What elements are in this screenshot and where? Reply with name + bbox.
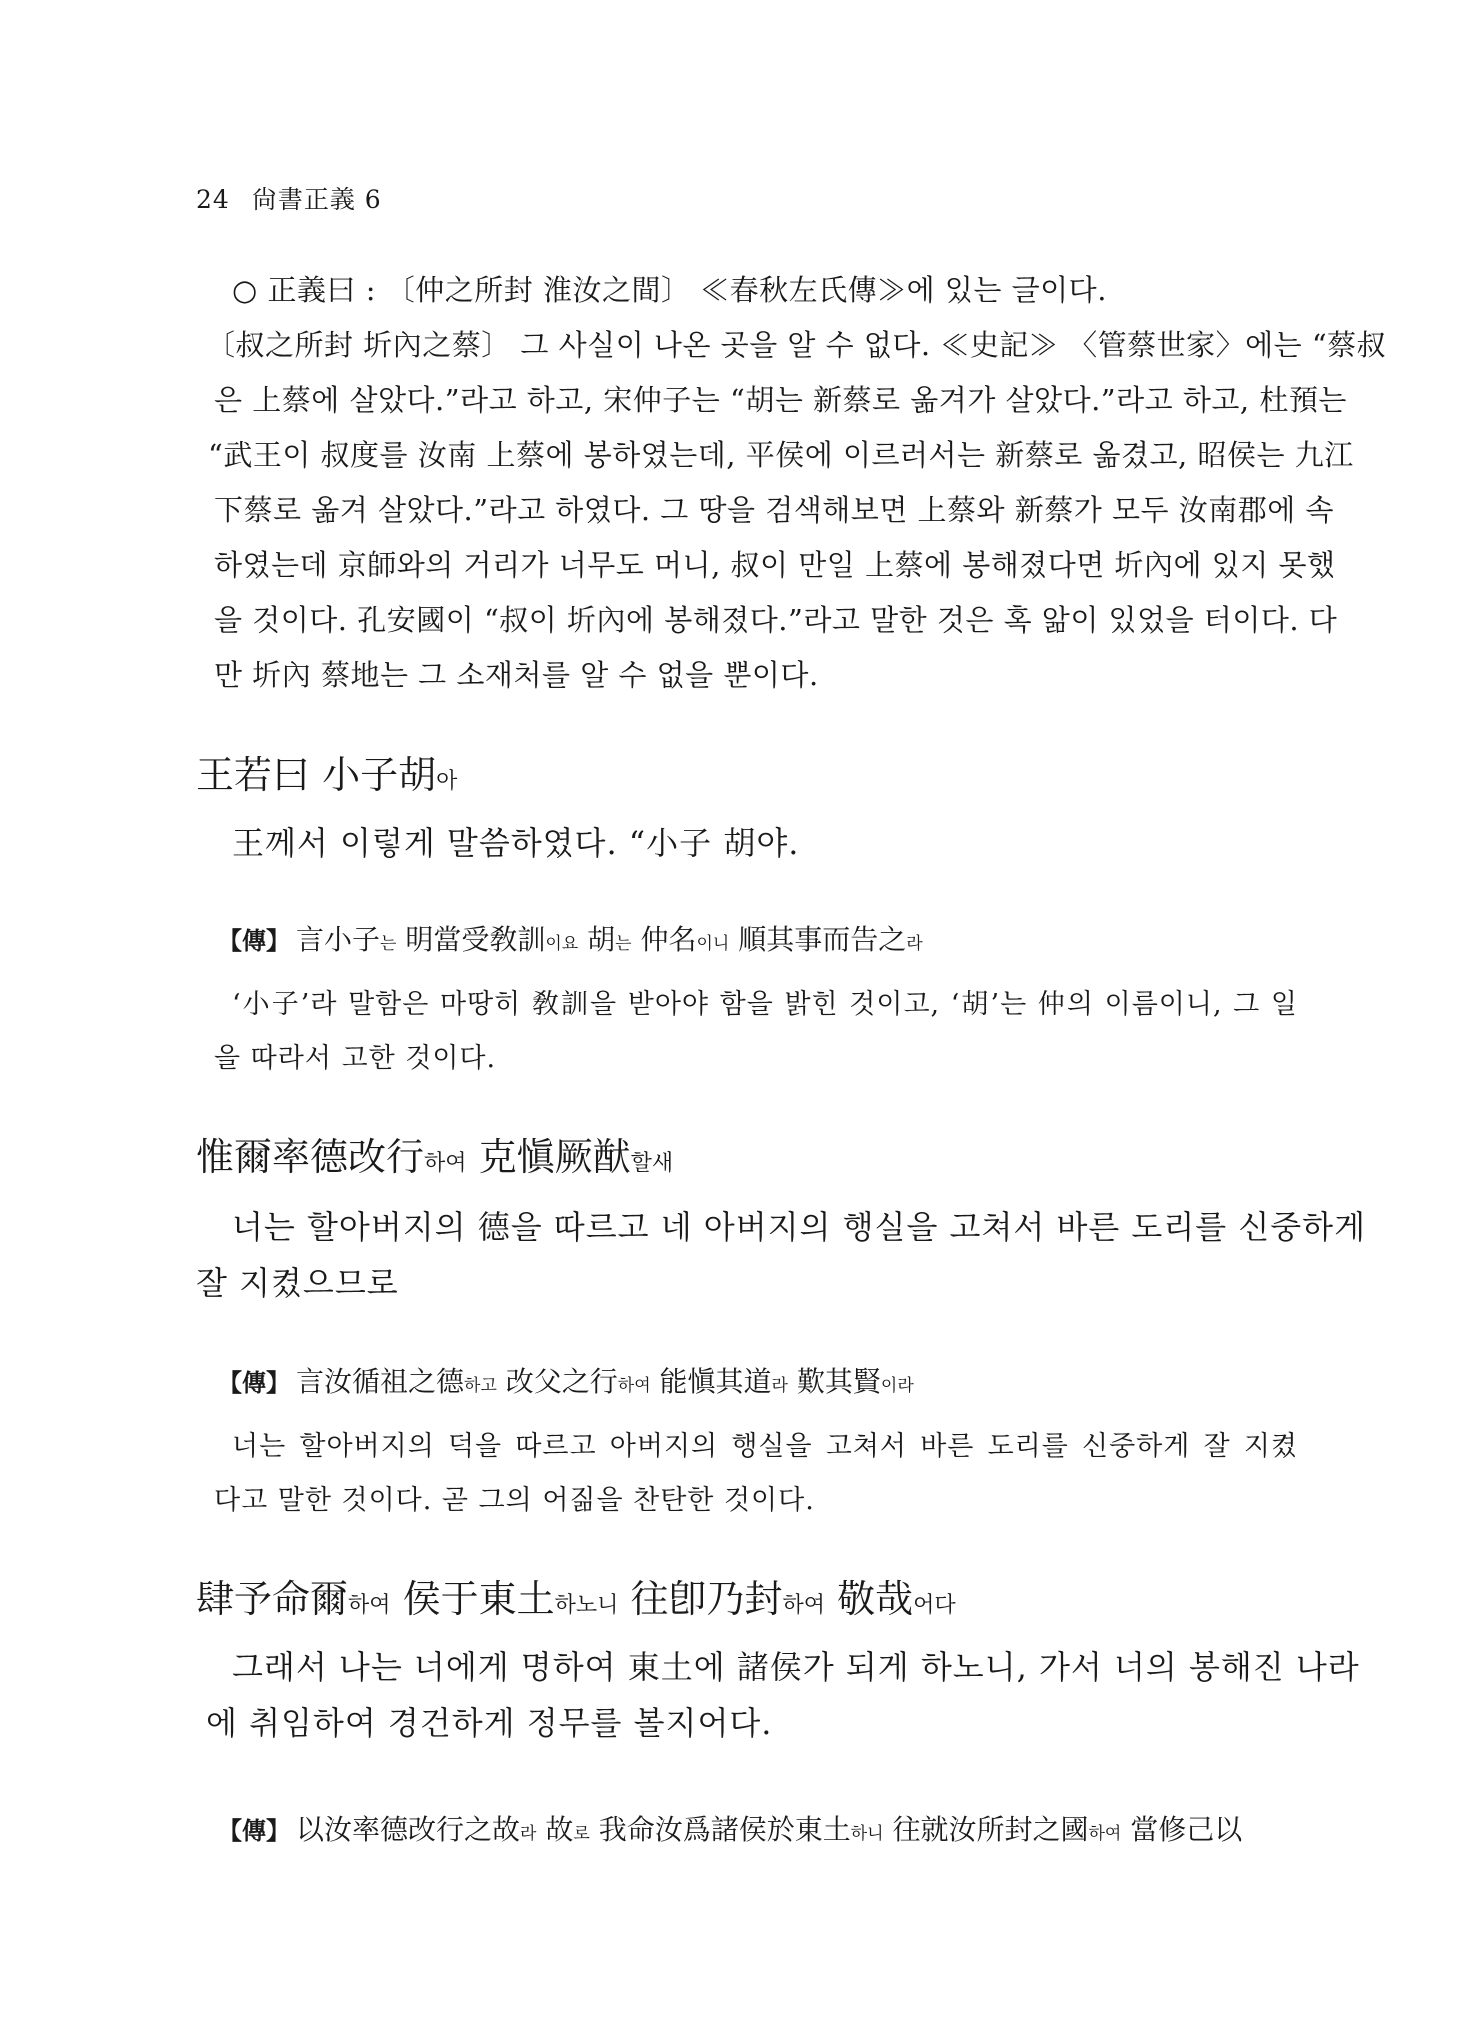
commentary-line: 下蔡로 옮겨 살았다.”라고 하였다. 그 땅을 검색해보면 上蔡와 新蔡가 모두 汝南郡에 속 (214, 493, 1335, 527)
verse-particle: 하여 (424, 1151, 467, 1176)
comm-text: 言小子 (296, 923, 381, 956)
scripture-verse (196, 1568, 956, 1623)
transmission-commentary (218, 1360, 914, 1400)
transmission-commentary (218, 1808, 1242, 1848)
comm-particle: 이라 (880, 1376, 914, 1396)
commentary-line: 을 것이다. 孔安國이 “叔이 圻內에 봉해졌다.”라고 말한 것은 혹 앎이 있었을 터이다. 다 (214, 603, 1338, 637)
comm-particle: 하여 (1088, 1824, 1122, 1844)
verse-particle: 아 (436, 769, 458, 794)
commentary-line: 은 上蔡에 살았다.”라고 하고, 宋仲子는 “胡는 新蔡로 옮겨가 살았다.”라고 하고, 杜預는 (214, 383, 1347, 417)
comm-particle: 하고 (464, 1376, 497, 1396)
comm-text: 明當受敎訓 (396, 923, 546, 956)
comm-particle: 는 (615, 934, 632, 954)
verse-particle: 할새 (630, 1151, 674, 1176)
comm-text: 我命汝爲諸侯於東土 (589, 1813, 851, 1846)
comm-text: 往就汝所封之國 (883, 1813, 1089, 1846)
comm-particle: 는 (380, 934, 397, 954)
scripture-verse (196, 744, 457, 799)
verse-text: 王若曰 小子胡 (196, 753, 437, 797)
verse-translation: 너는 할아버지의 德을 따르고 네 아버지의 행실을 고쳐서 바른 도리를 신중하게 (232, 1208, 1366, 1246)
commentary-translation: 다고 말한 것이다. 곧 그의 어짊을 찬탄한 것이다. (214, 1485, 815, 1516)
verse-translation: 王께서 이렇게 말씀하였다. “小子 胡야. (232, 824, 800, 862)
commentary-line: 하였는데 京師와의 거리가 너무도 머니, 叔이 만일 上蔡에 봉해졌다면 圻內에 있지 못했 (214, 548, 1336, 582)
verse-text: 惟爾率德改行 (196, 1135, 425, 1179)
comm-text: 順其事而告之 (729, 923, 907, 956)
comm-text: 當修己以 (1121, 1813, 1243, 1846)
comm-particle: 하여 (617, 1376, 651, 1396)
commentary-tag: 【傳】 (218, 1816, 290, 1845)
commentary-tag: 【傳】 (218, 926, 290, 955)
verse-text: 侯于東土 (390, 1577, 555, 1621)
comm-particle: 라 (520, 1824, 537, 1844)
verse-particle: 하여 (782, 1593, 825, 1618)
verse-translation: 잘 지켰으므로 (196, 1264, 399, 1302)
verse-translation: 그래서 나는 너에게 명하여 東土에 諸侯가 되게 하노니, 가서 너의 봉해진 나라 (232, 1648, 1360, 1686)
commentary-translation: ‘小子’라 말함은 마땅히 敎訓을 받아야 함을 밝힌 것이고, ‘胡’는 仲의 이름이니, 그 일 (232, 989, 1298, 1020)
verse-particle: 어다 (913, 1593, 956, 1618)
verse-text: 敬哉 (825, 1577, 914, 1621)
commentary-translation: 너는 할아버지의 덕을 따르고 아버지의 행실을 고쳐서 바른 도리를 신중하게 잘 지켰 (232, 1431, 1298, 1462)
transmission-commentary (218, 918, 923, 958)
comm-text: 以汝率德改行之故 (296, 1813, 521, 1846)
comm-text: 歎其賢 (787, 1365, 881, 1398)
commentary-line: 만 圻內 蔡地는 그 소재처를 알 수 없을 뿐이다. (214, 658, 819, 692)
comm-text: 故 (536, 1813, 574, 1846)
commentary-translation: 을 따라서 고한 것이다. (214, 1043, 497, 1074)
comm-text: 言汝循祖之德 (296, 1365, 465, 1398)
comm-particle: 로 (573, 1824, 590, 1844)
page-header (196, 180, 382, 216)
comm-particle: 라 (771, 1376, 788, 1396)
page-number: 24 (196, 185, 230, 214)
verse-translation: 에 취임하여 경건하게 정무를 볼지어다. (206, 1704, 773, 1742)
comm-particle: 라 (906, 934, 923, 954)
commentary-line: “武王이 叔度를 汝南 上蔡에 봉하였는데, 平侯에 이르러서는 新蔡로 옮겼고, 昭侯는 九江 (208, 438, 1354, 472)
comm-particle: 이니 (696, 934, 730, 954)
comm-particle: 하니 (850, 1824, 884, 1844)
scripture-verse (196, 1126, 673, 1181)
verse-particle: 하여 (348, 1593, 391, 1618)
comm-particle: 이요 (545, 934, 579, 954)
verse-text: 克愼厥猷 (466, 1135, 631, 1179)
comm-text: 能愼其道 (650, 1365, 772, 1398)
comm-text: 胡 (578, 923, 616, 956)
book-title: 尙書正義 6 (251, 185, 382, 214)
comm-text: 改父之行 (496, 1365, 618, 1398)
verse-text: 肆予命爾 (196, 1577, 349, 1621)
verse-text: 往卽乃封 (618, 1577, 783, 1621)
commentary-line: ○ 正義曰 : 〔仲之所封 淮汝之間〕 ≪春秋左氏傳≫에 있는 글이다. (232, 273, 1107, 307)
commentary-line: 〔叔之所封 圻內之蔡〕 그 사실이 나온 곳을 알 수 없다. ≪史記≫ 〈管蔡世家〉에는 “蔡叔 (206, 328, 1387, 362)
commentary-tag: 【傳】 (218, 1368, 290, 1397)
comm-text: 仲名 (631, 923, 697, 956)
verse-particle: 하노니 (554, 1593, 619, 1618)
